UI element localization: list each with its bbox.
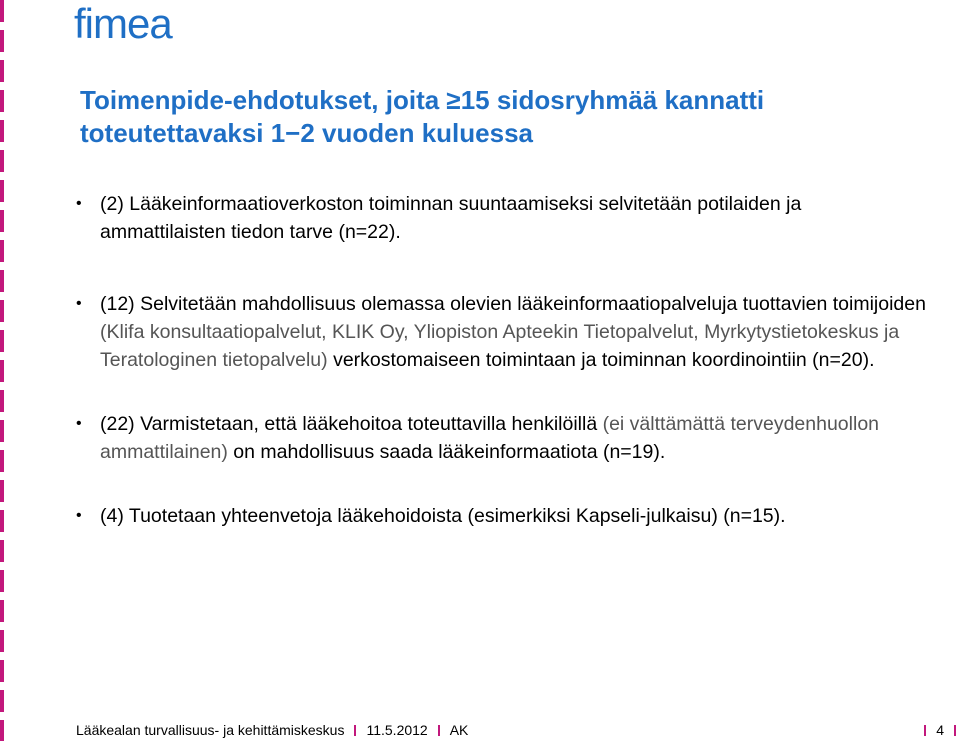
list-item — [76, 190, 926, 246]
footer-separator — [954, 725, 956, 736]
slide-title — [80, 84, 900, 150]
slide-title-line-2: toteutettavaksi 1−2 vuoden kuluessa — [80, 118, 534, 148]
bullet-dot: • — [76, 295, 82, 312]
bullet-dot: • — [76, 415, 82, 432]
page-number: 4 — [936, 722, 944, 738]
bullet-text-gray: (Klifa konsultaatiopalvelut, KLIK Oy, Yliopiston Apteekin Tietopalvelut, Myrkytystietokeskus ja Teratologinen tietopalvelu) — [100, 321, 900, 371]
bullet-text-end: verkostomaiseen toimintaan ja toiminnan koordinointiin (n=20). — [327, 349, 875, 371]
footer-separator — [438, 725, 440, 736]
slide-title-line-1: Toimenpide-ehdotukset, joita ≥15 sidosryhmää kannatti — [80, 85, 765, 115]
bullet-text: (4) Tuotetaan yhteenvetoja lääkehoidoista (esimerkiksi Kapseli-julkaisu) (n=15). — [100, 505, 786, 527]
footer-author: AK — [449, 722, 469, 738]
bullet-text-end: on mahdollisuus saada lääkeinformaatiota (n=19). — [227, 441, 666, 463]
bullet-dot: • — [76, 507, 82, 524]
list-item — [76, 410, 926, 466]
bullet-text: (12) Selvitetään mahdollisuus olemassa olevien lääkeinformaatiopalveluja tuottavien toimijoiden — [100, 293, 926, 315]
bullet-text-gray: (ei välttämättä terveydenhuollon ammattilainen) — [100, 413, 880, 463]
fimea-logo-graphic — [72, 0, 192, 46]
svg-text:fimea: fimea — [74, 0, 172, 46]
fimea-logo — [72, 0, 192, 46]
list-item — [76, 290, 926, 374]
left-border-decoration — [0, 0, 4, 741]
slide-footer — [76, 720, 956, 740]
bullet-text: (22) Varmistetaan, että lääkehoitoa toteuttavilla henkilöillä — [100, 413, 603, 435]
footer-separator — [354, 725, 356, 736]
footer-org: Lääkealan turvallisuus- ja kehittämiskeskus — [76, 722, 345, 738]
bullet-text: (2) Lääkeinformaatioverkoston toiminnan suuntaamiseksi selvitetään potilaiden ja ammattilaisten tiedon tarve (n=22). — [100, 193, 802, 243]
footer-separator — [924, 725, 926, 736]
footer-page-wrap — [914, 720, 956, 740]
footer-date: 11.5.2012 — [366, 722, 428, 738]
list-item — [76, 502, 926, 530]
bullet-dot: • — [76, 195, 82, 212]
bullet-list — [76, 190, 926, 530]
